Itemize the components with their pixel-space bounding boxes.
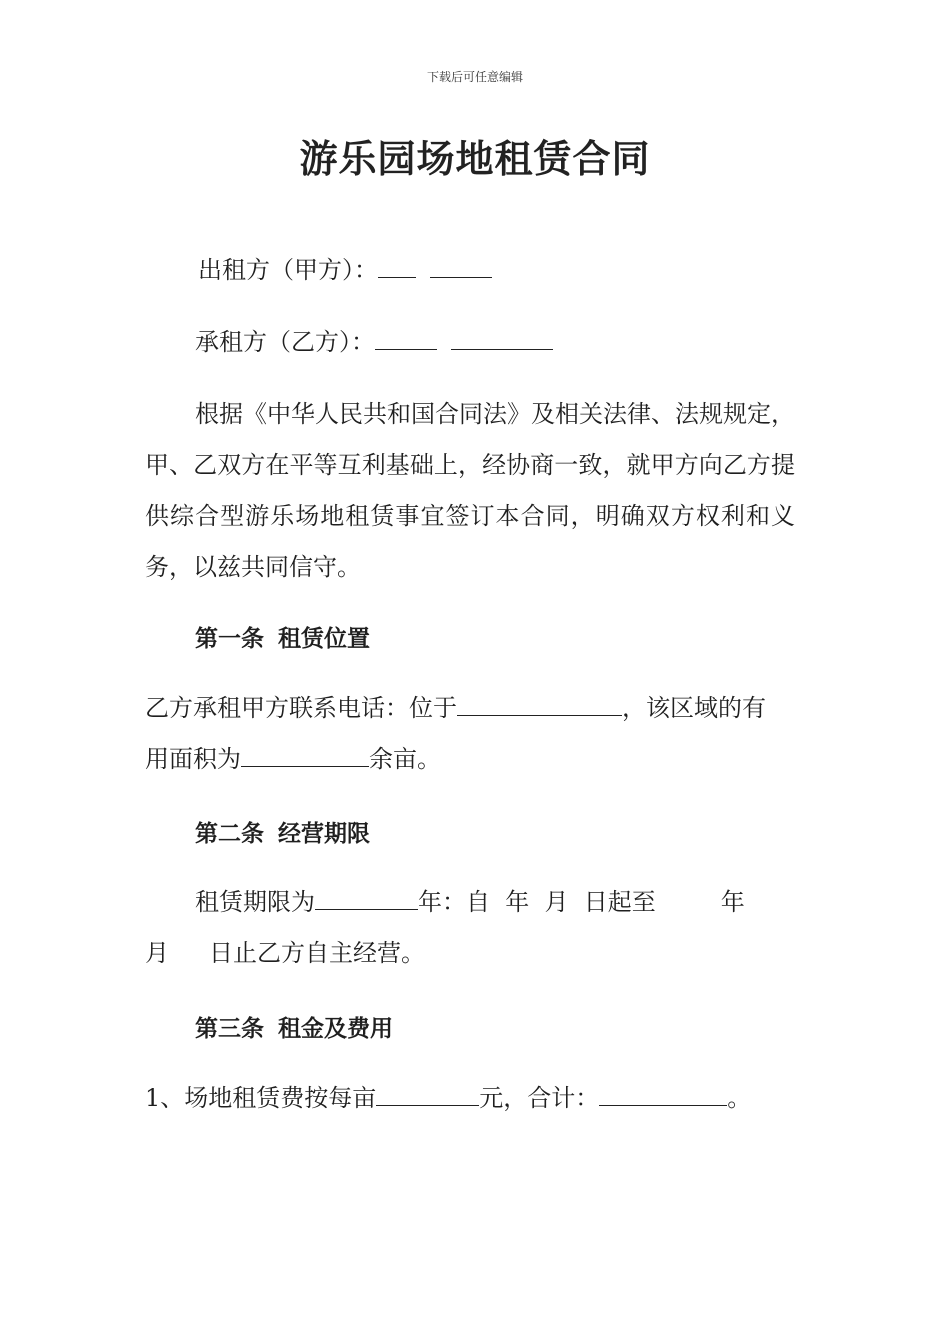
party-a-label: 出租方（甲方）： — [198, 256, 378, 284]
article2-heading — [195, 815, 370, 848]
article3-text-a: 1、场地租赁费按每亩 — [145, 1084, 377, 1112]
article1-number: 第一条 — [195, 625, 264, 652]
article1-line2 — [145, 742, 441, 776]
article2-text-b: 年：自 年 月 日起至 — [418, 888, 656, 916]
header-note: 下载后可任意编辑 — [426, 70, 523, 84]
article3-title: 租金及费用 — [278, 1015, 393, 1042]
article2-text-a: 租赁期限为 — [195, 888, 315, 916]
article1-text-d: 余亩。 — [369, 745, 441, 773]
party-a-blank-1 — [378, 255, 416, 278]
article2-line1 — [195, 885, 745, 919]
article1-line1 — [145, 691, 766, 725]
document-title: 游乐园场地租赁合同 — [299, 136, 651, 181]
article3-text-b: 元，合计： — [479, 1084, 600, 1112]
article1-title: 租赁位置 — [278, 625, 370, 652]
party-b-line — [195, 325, 553, 359]
party-a-blank-2 — [430, 255, 492, 278]
article2-text-e: 日止乙方自主经营。 — [209, 939, 425, 967]
article1-heading — [195, 620, 370, 653]
article1-text-a: 乙方承租甲方联系电话：位于 — [145, 694, 457, 722]
party-b-blank-2 — [451, 327, 553, 350]
preamble-paragraph: 根据《中华人民共和国合同法》及相关法律、法规规定，甲、乙双方在平等互利基础上，经协商一致，就甲方向乙方提供综合型游乐场地租赁事宜签订本合同，明确双方权利和义务，以兹共同信守。 — [145, 400, 795, 581]
article2-number: 第二条 — [195, 820, 264, 847]
article3-text-c: 。 — [727, 1084, 752, 1112]
area-blank — [241, 744, 369, 767]
party-b-label: 承租方（乙方）： — [195, 328, 375, 356]
article1-text-c: 用面积为 — [145, 745, 241, 773]
article2-text-d: 月 — [145, 939, 169, 967]
article1-text-b: ，该区域的有 — [622, 694, 766, 722]
article3-number: 第三条 — [195, 1015, 264, 1042]
party-b-blank-1 — [375, 327, 437, 350]
party-a-line — [198, 253, 492, 287]
article2-text-c: 年 — [720, 888, 745, 916]
rent-per-mu-blank — [376, 1083, 479, 1106]
article2-title: 经营期限 — [278, 820, 370, 847]
article3-heading — [195, 1010, 393, 1043]
total-rent-blank — [599, 1083, 727, 1106]
article2-line2 — [145, 936, 425, 970]
article3-item1 — [145, 1081, 751, 1115]
term-years-blank — [315, 887, 418, 910]
location-blank — [457, 693, 622, 716]
